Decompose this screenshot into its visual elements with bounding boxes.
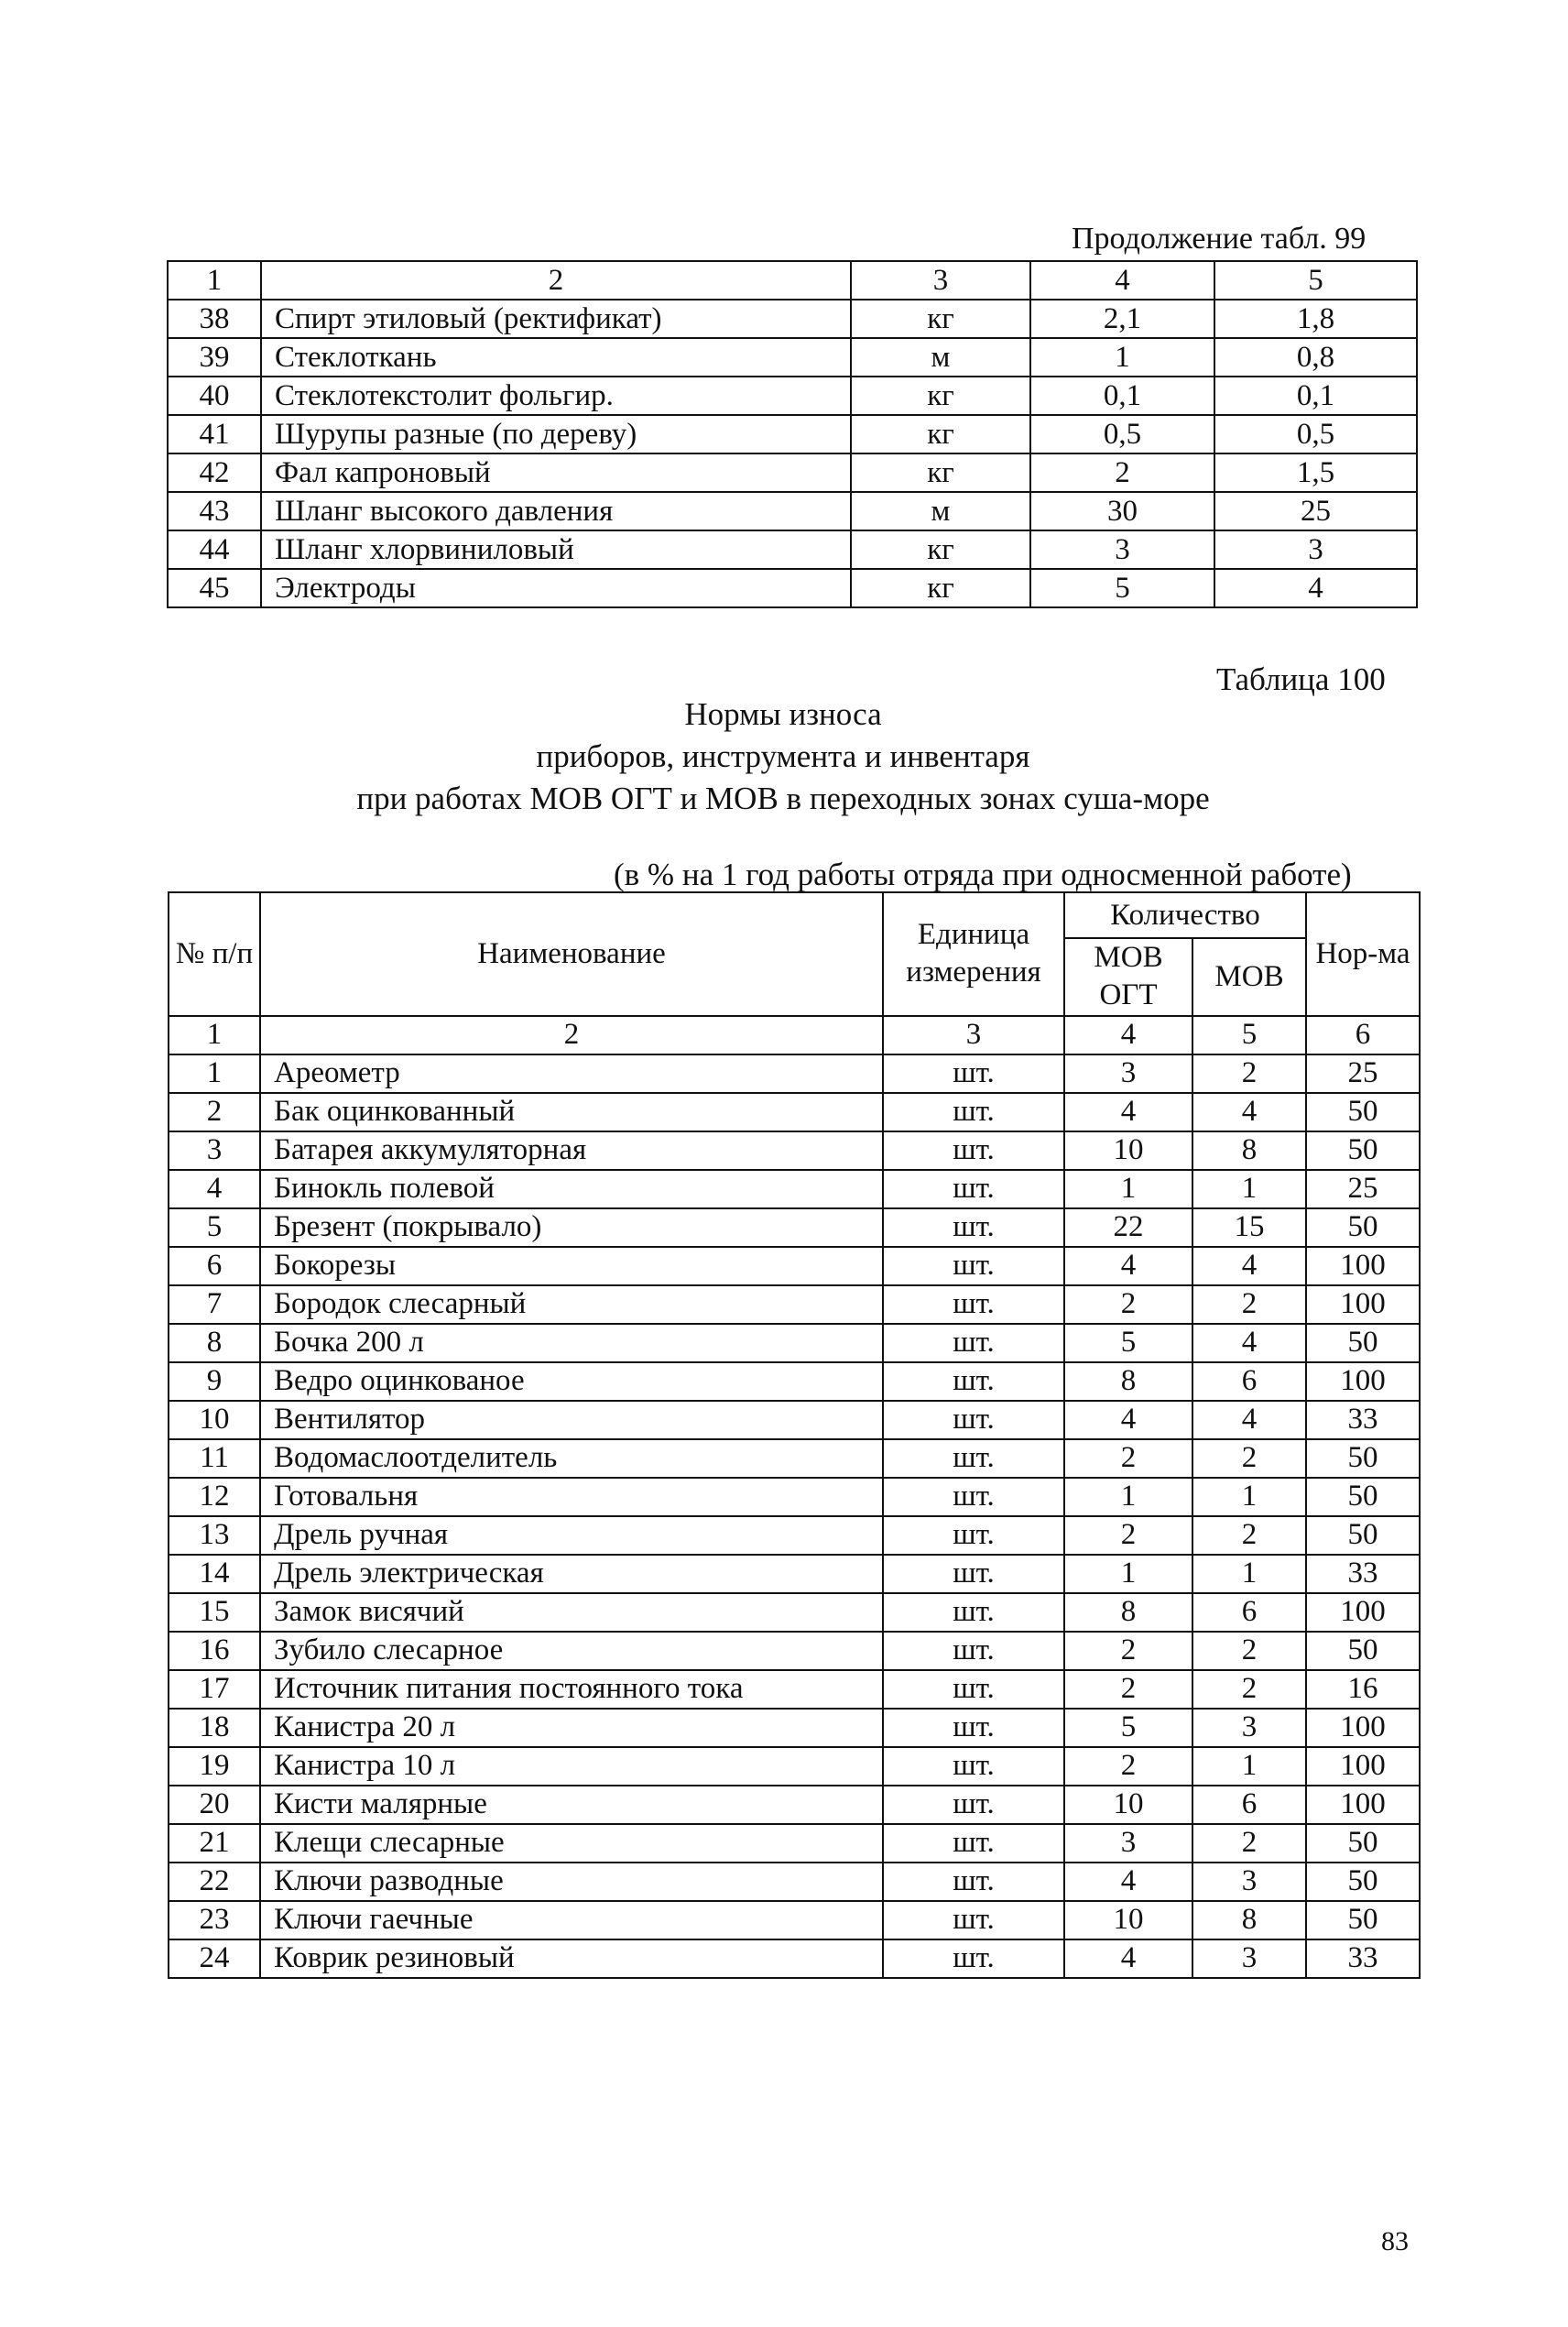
table-cell: 2 (1192, 1516, 1306, 1555)
table100-row (169, 1324, 1420, 1362)
table-cell: 4 (1030, 261, 1214, 300)
table-cell: 8 (1192, 1901, 1306, 1939)
table-cell: 50 (1306, 1131, 1420, 1170)
table100-row (169, 1555, 1420, 1593)
table99-header-row (168, 261, 1417, 300)
table-cell: 2 (1064, 1632, 1192, 1670)
table-cell: 38 (168, 300, 261, 338)
table-cell: 1 (1192, 1478, 1306, 1516)
table-cell: 1 (168, 261, 261, 300)
table-cell: Бак оцинкованный (260, 1093, 883, 1131)
table-cell: шт. (883, 1593, 1064, 1632)
table-cell: Ключи разводные (260, 1863, 883, 1901)
table99-continuation-title: Продолжение табл. 99 (1072, 222, 1367, 256)
table-cell: 5 (1064, 1324, 1192, 1362)
table-cell: 4 (169, 1170, 260, 1208)
table-cell: Коврик резиновый (260, 1939, 883, 1978)
table-cell: 2 (1192, 1054, 1306, 1093)
table-cell: Стеклоткань (261, 338, 851, 377)
table100-row (169, 1901, 1420, 1939)
table-cell: Стеклотекстолит фольгир. (261, 377, 851, 415)
header-num: № п/п (169, 892, 260, 1016)
table-cell: 6 (169, 1247, 260, 1285)
table-cell: 50 (1306, 1439, 1420, 1478)
table-cell: 3 (1192, 1939, 1306, 1978)
table100-row (169, 1247, 1420, 1285)
table-cell: Зубило слесарное (260, 1632, 883, 1670)
table100-row (169, 1054, 1420, 1093)
table-cell: шт. (883, 1093, 1064, 1131)
table100-row (169, 1863, 1420, 1901)
table100-row (169, 1516, 1420, 1555)
table-cell: 2 (1192, 1632, 1306, 1670)
table100-title-line-2: приборов, инструмента и инвентаря (536, 738, 1030, 774)
table-cell: 15 (169, 1593, 260, 1632)
table-cell: Источник питания постоянного тока (260, 1670, 883, 1709)
table-cell: 50 (1306, 1093, 1420, 1131)
table-cell: 1,8 (1214, 300, 1417, 338)
table-cell: 3 (1064, 1054, 1192, 1093)
table-cell: 100 (1306, 1786, 1420, 1824)
table-cell: 100 (1306, 1709, 1420, 1747)
table-cell: 0,5 (1214, 415, 1417, 453)
table100-row (169, 1747, 1420, 1786)
table-cell: кг (851, 377, 1030, 415)
table-cell: Кисти малярные (260, 1786, 883, 1824)
table-cell: 33 (1306, 1555, 1420, 1593)
table-cell: 4 (1192, 1324, 1306, 1362)
table-cell: шт. (883, 1863, 1064, 1901)
table-cell: 2,1 (1030, 300, 1214, 338)
table-cell: 4 (1192, 1401, 1306, 1439)
table100-row (169, 1170, 1420, 1208)
table-cell: 2 (1064, 1516, 1192, 1555)
table-cell: Вентилятор (260, 1401, 883, 1439)
table100-row (169, 1285, 1420, 1324)
table100-title-line-3: при работах МОВ ОГТ и МОВ в переходных зонах суша-море (356, 781, 1210, 816)
table-cell: 2 (260, 1016, 883, 1054)
table-cell: 2 (1192, 1670, 1306, 1709)
table-cell: 50 (1306, 1208, 1420, 1247)
table-cell: 25 (1306, 1054, 1420, 1093)
table-cell: 50 (1306, 1901, 1420, 1939)
table100-row (169, 1093, 1420, 1131)
table-cell: шт. (883, 1170, 1064, 1208)
table-cell: шт. (883, 1824, 1064, 1863)
table-cell: 2 (1064, 1747, 1192, 1786)
table100-row (169, 1208, 1420, 1247)
table-cell: 50 (1306, 1516, 1420, 1555)
table-cell: 0,5 (1030, 415, 1214, 453)
table-cell: 14 (169, 1555, 260, 1593)
table-cell: шт. (883, 1747, 1064, 1786)
table100-row (169, 1478, 1420, 1516)
table-cell: Шланг хлорвиниловый (261, 530, 851, 569)
table-cell: Готовальня (260, 1478, 883, 1516)
table-cell: 2 (1064, 1670, 1192, 1709)
table-cell: 8 (1192, 1131, 1306, 1170)
table-cell: кг (851, 569, 1030, 607)
table-cell: 5 (1064, 1709, 1192, 1747)
table-cell: 10 (169, 1401, 260, 1439)
table-cell: 2 (1192, 1285, 1306, 1324)
table-cell: 44 (168, 530, 261, 569)
table-cell: 8 (1064, 1593, 1192, 1632)
table-cell: Канистра 20 л (260, 1709, 883, 1747)
table100-colnum-row (169, 1016, 1420, 1054)
table-cell: шт. (883, 1324, 1064, 1362)
table-cell: Замок висячий (260, 1593, 883, 1632)
table-cell: 50 (1306, 1478, 1420, 1516)
table-cell: 25 (1306, 1170, 1420, 1208)
table100-row (169, 1131, 1420, 1170)
table-cell: 3 (851, 261, 1030, 300)
table-cell: 1 (1192, 1555, 1306, 1593)
table-cell: 1 (1064, 1170, 1192, 1208)
table-cell: 6 (1192, 1786, 1306, 1824)
table-cell: 4 (1192, 1093, 1306, 1131)
table-cell: 0,1 (1214, 377, 1417, 415)
table-cell: 1 (169, 1016, 260, 1054)
table-cell: Ведро оцинкованое (260, 1362, 883, 1401)
table100-row (169, 1939, 1420, 1978)
table-cell: 2 (1192, 1439, 1306, 1478)
table-cell: 5 (1214, 261, 1417, 300)
table-cell: 4 (1064, 1863, 1192, 1901)
table-cell: 50 (1306, 1863, 1420, 1901)
table-cell: 4 (1064, 1939, 1192, 1978)
table99-row (168, 300, 1417, 338)
table-cell: 100 (1306, 1747, 1420, 1786)
table100-header-row-1 (169, 892, 1420, 938)
table-100 (168, 891, 1421, 1979)
table-cell: шт. (883, 1362, 1064, 1401)
table100-row (169, 1709, 1420, 1747)
table-cell: шт. (883, 1709, 1064, 1747)
table-cell: 5 (169, 1208, 260, 1247)
table-cell: Дрель ручная (260, 1516, 883, 1555)
table-cell: кг (851, 415, 1030, 453)
table99-row (168, 377, 1417, 415)
table-cell: Электроды (261, 569, 851, 607)
table-cell: 0,1 (1030, 377, 1214, 415)
table-cell: Спирт этиловый (ректификат) (261, 300, 851, 338)
table-cell: шт. (883, 1516, 1064, 1555)
table-cell: 3 (1064, 1824, 1192, 1863)
table-cell: м (851, 338, 1030, 377)
table99-row (168, 492, 1417, 530)
table-cell: 16 (169, 1632, 260, 1670)
table-cell: 33 (1306, 1939, 1420, 1978)
table-cell: Ключи гаечные (260, 1901, 883, 1939)
table100-row (169, 1670, 1420, 1709)
table100-row (169, 1593, 1420, 1632)
table-cell: 2 (169, 1093, 260, 1131)
table-cell: 45 (168, 569, 261, 607)
table-cell: 10 (1064, 1901, 1192, 1939)
table-cell: 100 (1306, 1593, 1420, 1632)
table-cell: шт. (883, 1555, 1064, 1593)
table-cell: 100 (1306, 1362, 1420, 1401)
table-cell: 6 (1306, 1016, 1420, 1054)
header-mov-ogt: МОВ ОГТ (1064, 938, 1192, 1016)
table-cell: 12 (169, 1478, 260, 1516)
page-number: 83 (1381, 2226, 1409, 2256)
table-cell: 4 (1192, 1247, 1306, 1285)
table-cell: Бочка 200 л (260, 1324, 883, 1362)
table-cell: 43 (168, 492, 261, 530)
table100-label: Таблица 100 (1216, 661, 1386, 697)
table-cell: 3 (883, 1016, 1064, 1054)
table-cell: 24 (169, 1939, 260, 1978)
table-cell: Бородок слесарный (260, 1285, 883, 1324)
table-cell: шт. (883, 1670, 1064, 1709)
table-cell: Шурупы разные (по дереву) (261, 415, 851, 453)
header-unit: Единица измерения (883, 892, 1064, 1016)
table-cell: 42 (168, 453, 261, 492)
table-cell: 7 (169, 1285, 260, 1324)
table100-row (169, 1439, 1420, 1478)
table-cell: 20 (169, 1786, 260, 1824)
table100-row (169, 1401, 1420, 1439)
header-quantity: Количество (1064, 892, 1306, 938)
header-mov: МОВ (1192, 938, 1306, 1016)
table99-row (168, 453, 1417, 492)
table-cell: 17 (169, 1670, 260, 1709)
table99-row (168, 569, 1417, 607)
table-cell: шт. (883, 1632, 1064, 1670)
table-cell: 50 (1306, 1324, 1420, 1362)
table-cell: 11 (169, 1439, 260, 1478)
table-cell: 10 (1064, 1131, 1192, 1170)
table-cell: 21 (169, 1824, 260, 1863)
table-cell: 25 (1214, 492, 1417, 530)
table-cell: 2 (1192, 1824, 1306, 1863)
table-cell: 5 (1030, 569, 1214, 607)
table-cell: 1 (1064, 1555, 1192, 1593)
table-cell: м (851, 492, 1030, 530)
table-cell: шт. (883, 1054, 1064, 1093)
table-cell: шт. (883, 1939, 1064, 1978)
table-cell: Батарея аккумуляторная (260, 1131, 883, 1170)
table-cell: шт. (883, 1786, 1064, 1824)
table-cell: кг (851, 530, 1030, 569)
header-norm: Нор-ма (1306, 892, 1420, 1016)
table-cell: 1 (1192, 1170, 1306, 1208)
table-cell: 0,8 (1214, 338, 1417, 377)
table-cell: 40 (168, 377, 261, 415)
table-cell: 2 (261, 261, 851, 300)
table-cell: Брезент (покрывало) (260, 1208, 883, 1247)
table-cell: 2 (1030, 453, 1214, 492)
table100-row (169, 1362, 1420, 1401)
table-cell: 6 (1192, 1593, 1306, 1632)
table-cell: 1 (1030, 338, 1214, 377)
table-cell: 50 (1306, 1632, 1420, 1670)
table-cell: кг (851, 453, 1030, 492)
table-cell: Бокорезы (260, 1247, 883, 1285)
table99-row (168, 530, 1417, 569)
table-cell: 9 (169, 1362, 260, 1401)
table-cell: 3 (1192, 1709, 1306, 1747)
table99-row (168, 338, 1417, 377)
table-cell: 50 (1306, 1824, 1420, 1863)
table-cell: 4 (1064, 1016, 1192, 1054)
table-cell: 22 (1064, 1208, 1192, 1247)
table-cell: 30 (1030, 492, 1214, 530)
table-cell: Водомаслоотделитель (260, 1439, 883, 1478)
table-cell: 1 (1192, 1747, 1306, 1786)
table100-note: (в % на 1 год работы отряда при односменной работе) (614, 857, 1352, 892)
table-cell: 3 (1030, 530, 1214, 569)
table-cell: Ареометр (260, 1054, 883, 1093)
table-cell: 19 (169, 1747, 260, 1786)
table-cell: шт. (883, 1285, 1064, 1324)
table-cell: 16 (1306, 1670, 1420, 1709)
table-cell: 100 (1306, 1285, 1420, 1324)
table-cell: Шланг высокого давления (261, 492, 851, 530)
table-cell: Бинокль полевой (260, 1170, 883, 1208)
table-cell: шт. (883, 1131, 1064, 1170)
table-cell: 18 (169, 1709, 260, 1747)
table-cell: 3 (169, 1131, 260, 1170)
table-cell: шт. (883, 1247, 1064, 1285)
table-cell: шт. (883, 1401, 1064, 1439)
table-cell: 23 (169, 1901, 260, 1939)
table100-row (169, 1632, 1420, 1670)
table-cell: 5 (1192, 1016, 1306, 1054)
table-cell: кг (851, 300, 1030, 338)
table-cell: Фал капроновый (261, 453, 851, 492)
table-cell: 4 (1064, 1401, 1192, 1439)
table-cell: шт. (883, 1901, 1064, 1939)
table-cell: 1,5 (1214, 453, 1417, 492)
table-cell: шт. (883, 1478, 1064, 1516)
table100-row (169, 1824, 1420, 1863)
table-cell: 2 (1064, 1439, 1192, 1478)
table-cell: 41 (168, 415, 261, 453)
table-cell: 1 (1064, 1478, 1192, 1516)
table-cell: 4 (1214, 569, 1417, 607)
table-cell: шт. (883, 1208, 1064, 1247)
table-cell: 13 (169, 1516, 260, 1555)
table-cell: 8 (1064, 1362, 1192, 1401)
table-99 (167, 260, 1418, 608)
table100-row (169, 1786, 1420, 1824)
table-cell: 6 (1192, 1362, 1306, 1401)
table-cell: 22 (169, 1863, 260, 1901)
table99-row (168, 415, 1417, 453)
table-cell: 3 (1192, 1863, 1306, 1901)
table-cell: 3 (1214, 530, 1417, 569)
table-cell: 4 (1064, 1247, 1192, 1285)
header-name: Наименование (260, 892, 883, 1016)
table-cell: 4 (1064, 1093, 1192, 1131)
table-cell: шт. (883, 1439, 1064, 1478)
table-cell: 33 (1306, 1401, 1420, 1439)
table-cell: 15 (1192, 1208, 1306, 1247)
table-cell: 1 (169, 1054, 260, 1093)
table-cell: 100 (1306, 1247, 1420, 1285)
table100-title-line-1: Нормы износа (684, 696, 882, 732)
table-cell: Дрель электрическая (260, 1555, 883, 1593)
table-cell: 8 (169, 1324, 260, 1362)
table-cell: 10 (1064, 1786, 1192, 1824)
table-cell: Клещи слесарные (260, 1824, 883, 1863)
table-cell: 39 (168, 338, 261, 377)
table-cell: 2 (1064, 1285, 1192, 1324)
table-cell: Канистра 10 л (260, 1747, 883, 1786)
